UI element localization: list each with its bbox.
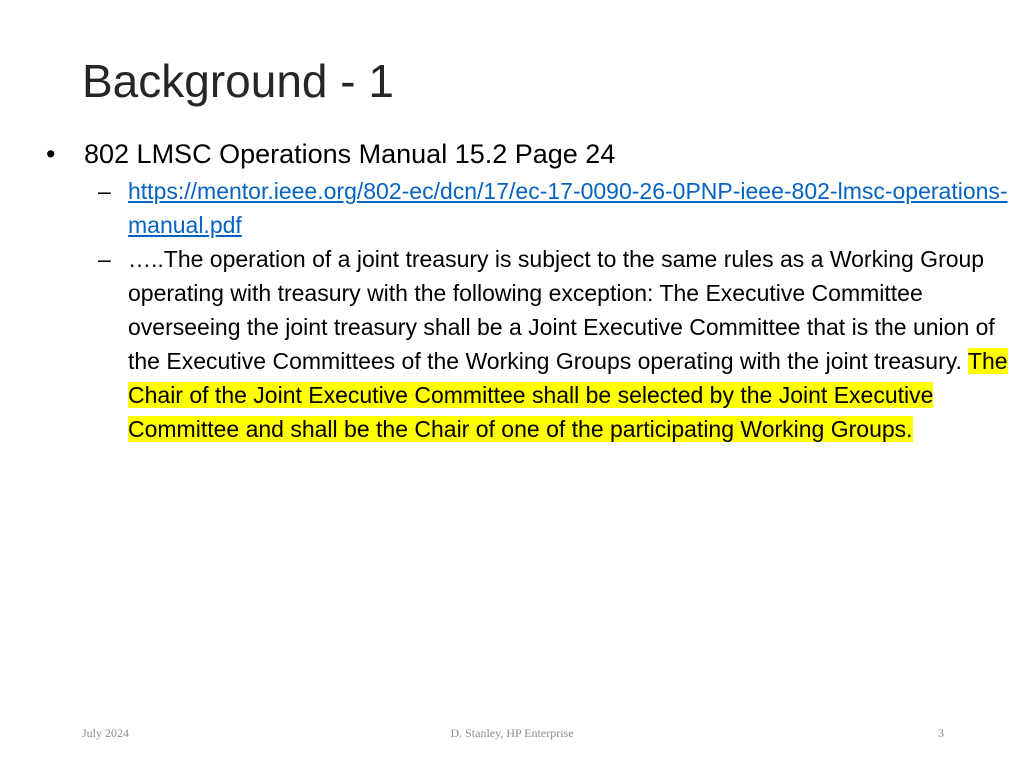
footer-date: July 2024 xyxy=(82,726,130,740)
slide-number: 3 xyxy=(938,726,944,740)
slide-content xyxy=(44,136,1009,446)
footer-author: D. Stanley, HP Enterprise xyxy=(450,726,574,740)
quote-text: …..The operation of a joint treasury is subject to the same rules as a Working Group operating with treasury with the following exception: The Executive Committee overseeing the joint treasury shall be a Joint Executive Committee that is the union of the Executive Committees of the Working Groups operating with the joint treasury. xyxy=(128,246,995,374)
bullet-item xyxy=(44,136,1009,172)
operations-manual-link[interactable]: https://mentor.ieee.org/802-ec/dcn/17/ec-17-0090-26-0PNP-ieee-802-lmsc-operations-manual.pdf xyxy=(128,178,1008,238)
bullet-icon: • xyxy=(46,139,56,169)
bullet-text: 802 LMSC Operations Manual 15.2 Page 24 xyxy=(84,139,616,169)
slide-title: Background - 1 xyxy=(82,55,394,107)
dash-icon: – xyxy=(98,178,111,204)
dash-icon: – xyxy=(98,246,111,272)
sub-bullet-list xyxy=(44,174,1009,446)
highlighted-quote-text: The Chair of the Joint Executive Committee shall be selected by the Joint Executive Committee and shall be the Chair of one of the participating Working Groups. xyxy=(128,348,1008,442)
sub-bullet-item-link xyxy=(44,174,1009,242)
sub-bullet-item-quote xyxy=(44,242,1009,446)
